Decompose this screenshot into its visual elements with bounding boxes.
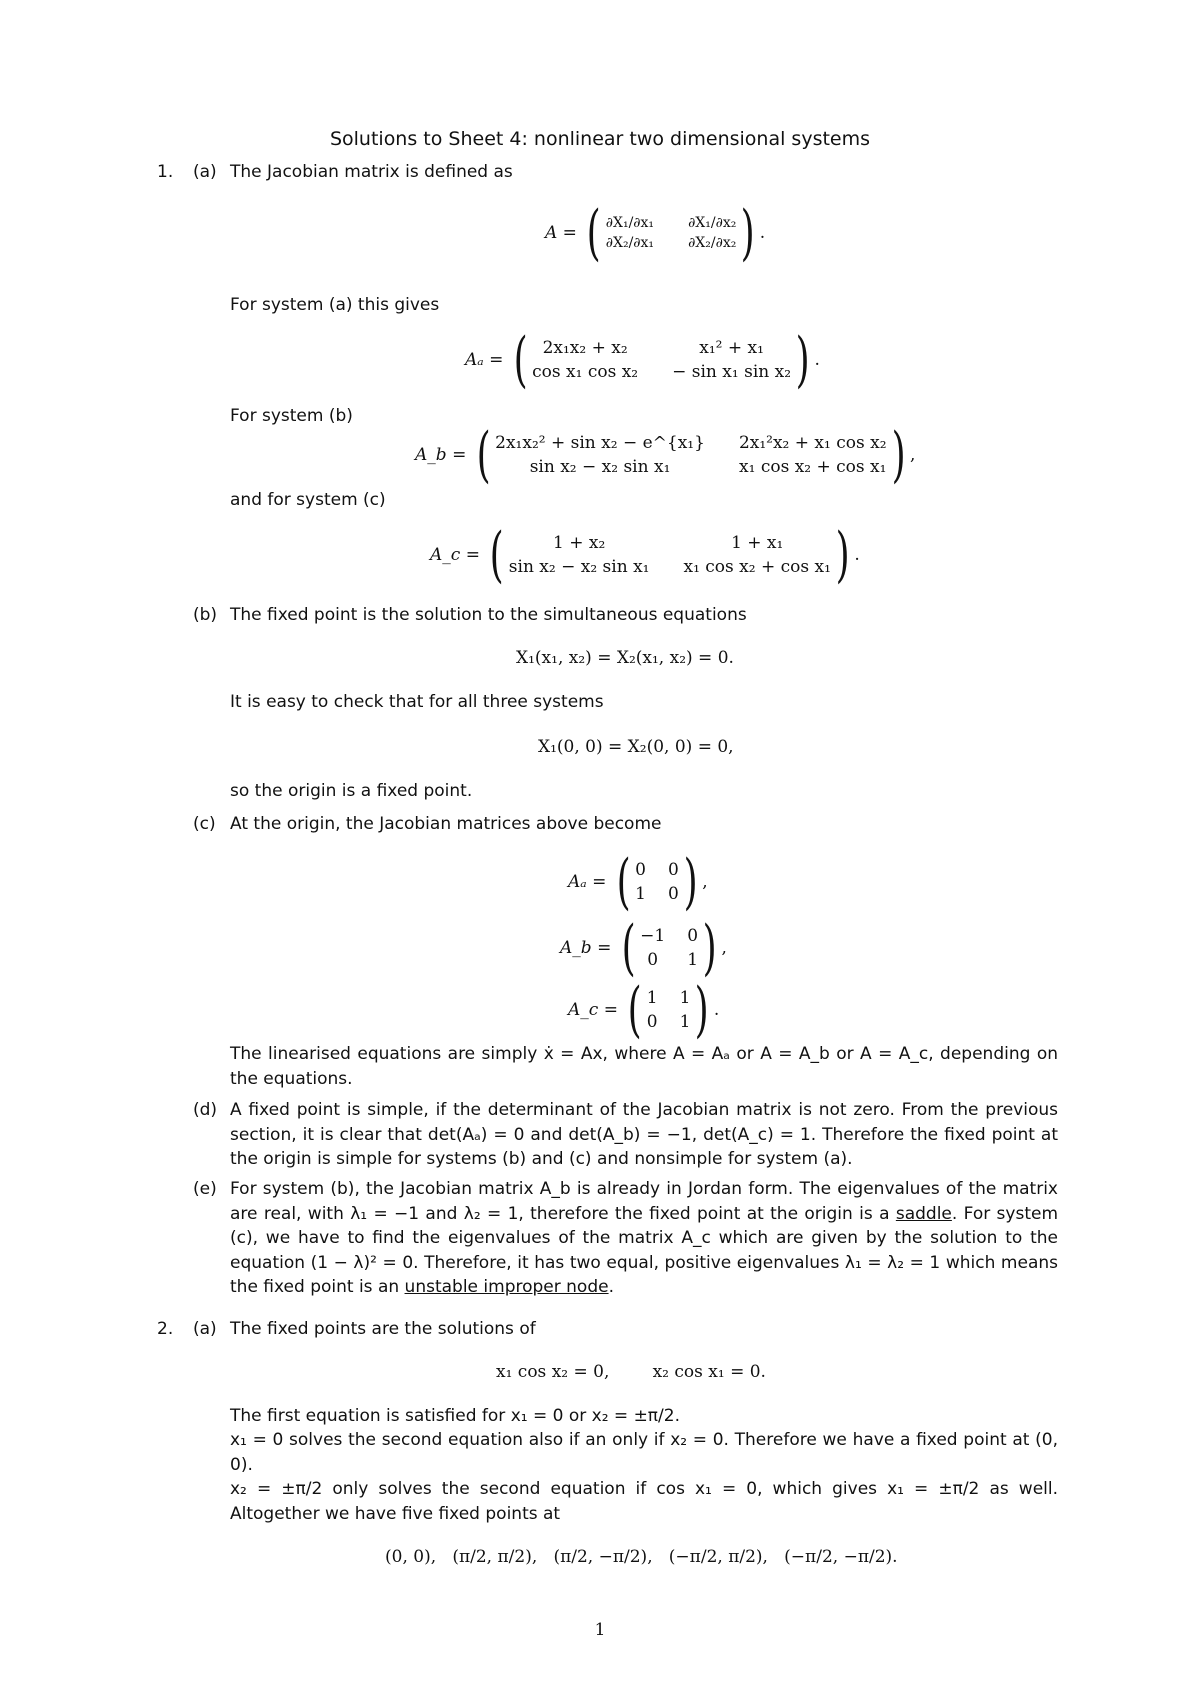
q2-text2: x₁ = 0 solves the second equation also if an only if x₂ = 0. Therefore we have a fixed point at (0, 0). xyxy=(230,1430,1058,1475)
origin-equation: X₁(0, 0) = X₂(0, 0) = 0, xyxy=(538,737,734,757)
q1c-label: (c) xyxy=(193,814,216,834)
linearised-text: The linearised equations are simply ẋ = Ax, where A = Aₐ or A = A_b or A = A_c, depending on the equations. xyxy=(230,1044,1058,1089)
q1e-label: (e) xyxy=(193,1179,217,1199)
page-number: 1 xyxy=(594,1620,606,1640)
system-c-text: and for system (c) xyxy=(230,490,386,510)
q2a-label: (a) xyxy=(193,1319,217,1339)
q2a-intro: The fixed points are the solutions of xyxy=(230,1319,536,1339)
matrix-Ab: A_b = ( 2x₁x₂² + sin x₂ − e^{x₁} 2x₁²x₂ + x₁ cos x₂ sin x₂ − x₂ sin x₁ x₁ cos x₂ + cos x₁ ) , xyxy=(415,420,916,490)
q2-text3: x₂ = ±π/2 only solves the second equation if cos x₁ = 0, which gives x₁ = ±π/2 as well. Altogether we have five fixed points at xyxy=(230,1479,1058,1524)
q1b-text3: so the origin is a fixed point. xyxy=(230,781,473,801)
page-title: Solutions to Sheet 4: nonlinear two dimensional systems xyxy=(329,128,871,150)
q1b-intro: The fixed point is the solution to the simultaneous equations xyxy=(230,605,747,625)
matrix-Ab-origin: A_b = ( −1 0 0 1 ) , xyxy=(560,913,727,983)
q1d-label: (d) xyxy=(193,1100,218,1120)
fixed-point-equation: X₁(x₁, x₂) = X₂(x₁, x₂) = 0. xyxy=(516,648,734,668)
system-a-text: For system (a) this gives xyxy=(230,295,440,315)
fixed-points-list: (0, 0), (π/2, π/2), (π/2, −π/2), (−π/2, π/2), (−π/2, −π/2). xyxy=(385,1547,898,1567)
system-b-text: For system (b) xyxy=(230,406,353,426)
matrix-Ac-origin: A_c = ( 1 1 0 1 ) . xyxy=(568,975,720,1045)
matrix-Aa: Aₐ = ( 2x₁x₂ + x₂ x₁² + x₁ cos x₁ cos x₂ − sin x₁ sin x₂ ) . xyxy=(465,325,820,395)
q1a-intro: The Jacobian matrix is defined as xyxy=(230,162,513,182)
unstable-node-term: unstable improper node xyxy=(404,1277,609,1297)
jacobian-definition: A = ( ∂X₁/∂x₁ ∂X₁/∂x₂ ∂X₂/∂x₁ ∂X₂/∂x₂ ) . xyxy=(545,198,766,268)
q1b-label: (b) xyxy=(193,605,218,625)
q1b-text2: It is easy to check that for all three systems xyxy=(230,692,604,712)
q1a-label: (a) xyxy=(193,162,217,182)
matrix-Aa-origin: Aₐ = ( 0 0 1 0 ) , xyxy=(568,847,708,917)
q1-number: 1. xyxy=(157,162,174,182)
q2-text1: The first equation is satisfied for x₁ = 0 or x₂ = ±π/2. xyxy=(230,1406,680,1426)
q1e-text: For system (b), the Jacobian matrix A_b is already in Jordan form. The eigenvalues of the matrix are real, with λ₁ = −1 and λ₂ = 1, therefore the fixed point at the origin is a saddle. For system (c), we have to find the eigenvalues of the matrix A_c which are given by the solution to the equation (1 − λ)² = 0. Therefore, it has two equal, positive eigenvalues λ₁ = λ₂ = 1 which means the fixed point is an unstable improper node. xyxy=(230,1179,1059,1297)
matrix-Ac: A_c = ( 1 + x₂ 1 + x₁ sin x₂ − x₂ sin x₁ x₁ cos x₂ + cos x₁ ) . xyxy=(430,520,860,590)
q2-number: 2. xyxy=(157,1319,174,1339)
q1d-text: A fixed point is simple, if the determinant of the Jacobian matrix is not zero. From the previous section, it is clear that det(Aₐ) = 0 and det(A_b) = −1, det(A_c) = 1. Therefore the fixed point at the origin is simple for systems (b) and (c) and nonsimple for system (a). xyxy=(230,1100,1058,1169)
saddle-term: saddle xyxy=(895,1203,952,1224)
q1c-intro: At the origin, the Jacobian matrices above become xyxy=(230,814,662,834)
q2-equations: x₁ cos x₂ = 0, x₂ cos x₁ = 0. xyxy=(496,1362,766,1382)
